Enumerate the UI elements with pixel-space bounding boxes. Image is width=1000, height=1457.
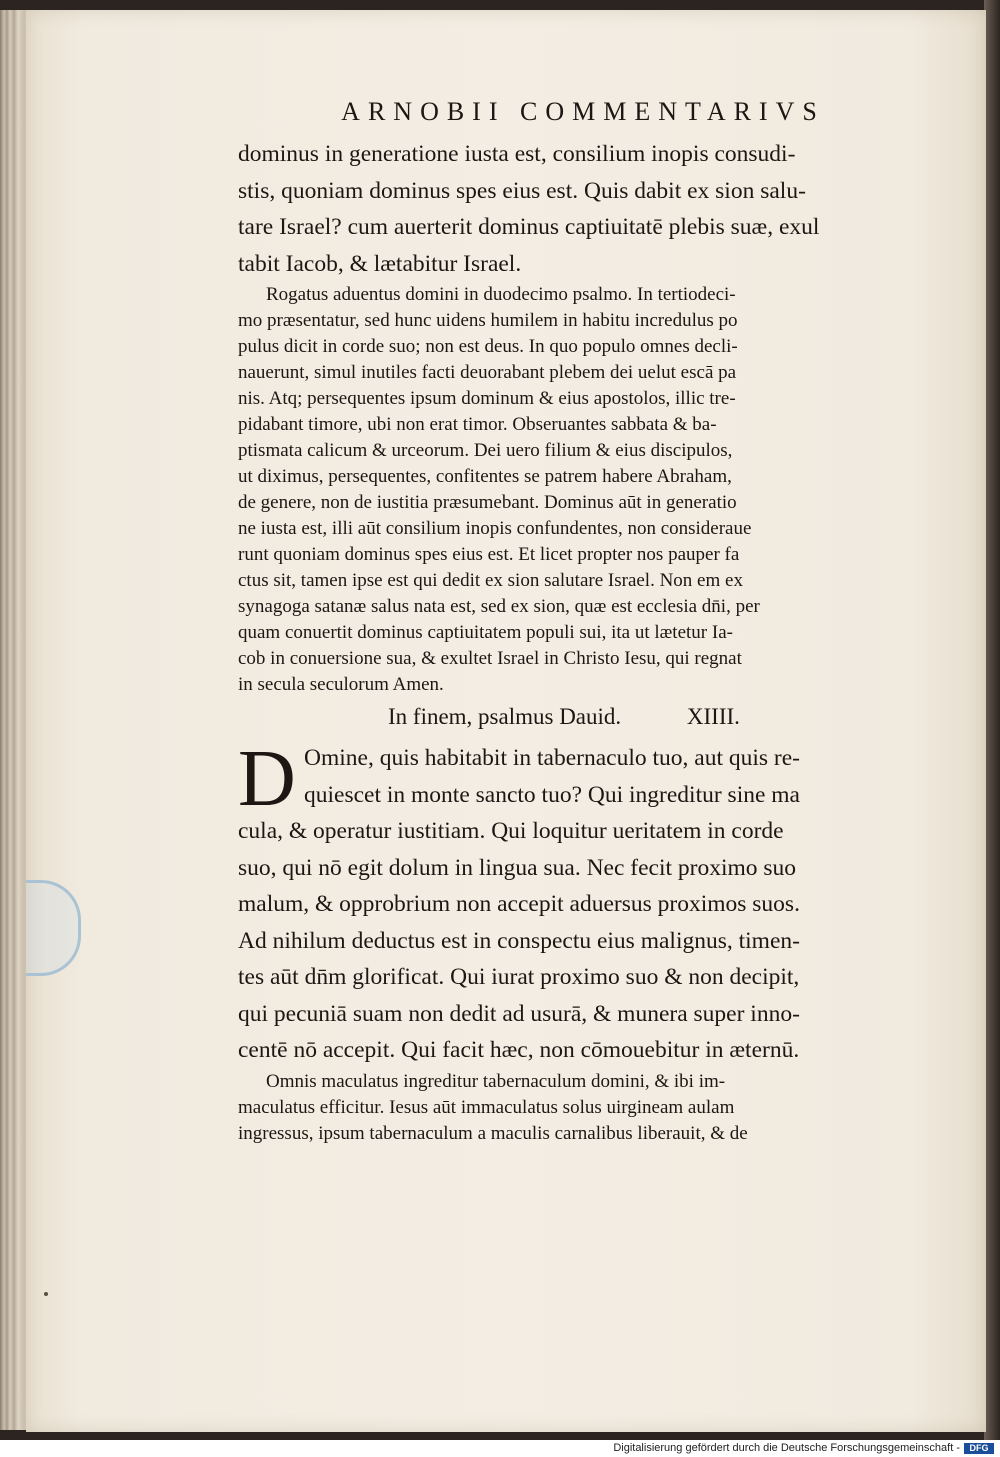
- commentary-block: [238, 1069, 928, 1147]
- text-line: nauerunt, simul inutiles facti deuorabant plebem dei uelut escā pa: [238, 362, 737, 383]
- running-head: ARNOBII COMMENTARIVS: [341, 97, 825, 126]
- text-line: ingressus, ipsum tabernaculum a maculis carnalibus liberauit, & de: [238, 1122, 748, 1144]
- ink-speck: [44, 1292, 48, 1296]
- psalm-number: XIIII.: [686, 704, 740, 729]
- binding-shadow: [984, 0, 1000, 1440]
- page-text: [238, 96, 928, 1147]
- text-line: quiescet in monte sancto tuo? Qui ingreditur sine ma: [304, 781, 800, 808]
- text-line: runt quoniam dominus spes eius est. Et licet propter nos pauper fa: [238, 544, 740, 565]
- text-line: Omnis maculatus ingreditur tabernaculum domini, & ibi im-: [266, 1070, 726, 1092]
- text-line: synagoga satanæ salus nata est, sed ex sion, quæ est ecclesia dn̄i, per: [238, 596, 760, 617]
- text-line: ut diximus, persequentes, confitentes se patrem habere Abraham,: [238, 466, 732, 487]
- text-line: tabit Iacob, & lætabitur Israel.: [238, 250, 522, 277]
- text-line: de genere, non de iustitia præsumebant. Dominus aūt in generatio: [238, 492, 737, 513]
- text-line: nis. Atq; persequentes ipsum dominum & eius apostolos, illic tre-: [238, 388, 736, 409]
- text-line: ne iusta est, illi aūt consilium inopis confundentes, non considerauе: [238, 518, 752, 539]
- text-line: Rogatus aduentus domini in duodecimo psalmo. In tertiodeci-: [266, 284, 736, 305]
- text-line: pidabant timore, ubi non erat timor. Obseruantes sabbata & ba-: [238, 414, 717, 435]
- dfg-logo: DFG: [964, 1443, 994, 1454]
- text-line: tes aūt dn̄m glorificat. Qui iurat proximo suo & non decipit,: [238, 964, 800, 990]
- psalm-title: [238, 700, 928, 734]
- text-line: quam conuertit dominus captiuitatem populi sui, ita ut lætetur Ia-: [238, 622, 733, 643]
- text-line: malum, & opprobrium non accepit aduersus proximos suos.: [238, 891, 800, 917]
- text-line: Ad nihilum deductus est in conspectu eius malignus, timen-: [238, 927, 800, 954]
- commentary-block: [238, 282, 928, 698]
- paper-clip: [26, 880, 81, 976]
- text-line: ptismata calicum & urceorum. Dei uero filium & eius discipulos,: [238, 440, 733, 461]
- text-line: stis, quoniam dominus spes eius est. Quis dabit ex sion salu-: [238, 177, 806, 204]
- text-line: centē nō accepit. Qui facit hæc, non cōmouebitur in æternū.: [238, 1037, 800, 1063]
- text-line: qui pecuniā suam non dedit ad usurā, & munera super inno-: [238, 1000, 800, 1027]
- text-line: ctus sit, tamen ipse est qui dedit ex sion salutare Israel. Non em ex: [238, 570, 743, 591]
- text-line: dominus in generatione iusta est, consilium inopis consudi-: [238, 141, 796, 167]
- footer-text: Digitalisierung gefördert durch die Deutsche Forschungsgemeinschaft -: [613, 1442, 960, 1454]
- digitization-footer: [0, 1440, 1000, 1457]
- drop-cap: D: [238, 735, 296, 823]
- text-line: pulus dicit in corde suo; non est deus. In quo populo omnes decli-: [238, 336, 738, 357]
- psalm-text-block: [238, 735, 928, 1069]
- text-line: suo, qui nō egit dolum in lingua sua. Nec fecit proximo suo: [238, 854, 797, 881]
- psalm-title-text: In finem, psalmus Dauid.: [388, 704, 622, 729]
- text-line: cob in conuersione sua, & exultet Israel in Christo Iesu, qui regnat: [238, 648, 742, 669]
- text-line: in secula seculorum Amen.: [238, 674, 444, 695]
- text-line: Omine, quis habitabit in tabernaculo tuo, aut quis re-: [304, 745, 800, 771]
- text-line: mo præsentatur, sed hunc uidens humilem in habitu incredulus po: [238, 310, 738, 331]
- text-line: maculatus efficitur. Iesus aūt immaculatus solus uirgineam aulam: [238, 1096, 735, 1118]
- text-line: tare Israel? cum auerterit dominus captiuitatē plebis suæ, exul: [238, 214, 820, 240]
- psalm-verse-block: [238, 136, 928, 282]
- text-line: cula, & operatur iustitiam. Qui loquitur ueritatem in corde: [238, 818, 784, 844]
